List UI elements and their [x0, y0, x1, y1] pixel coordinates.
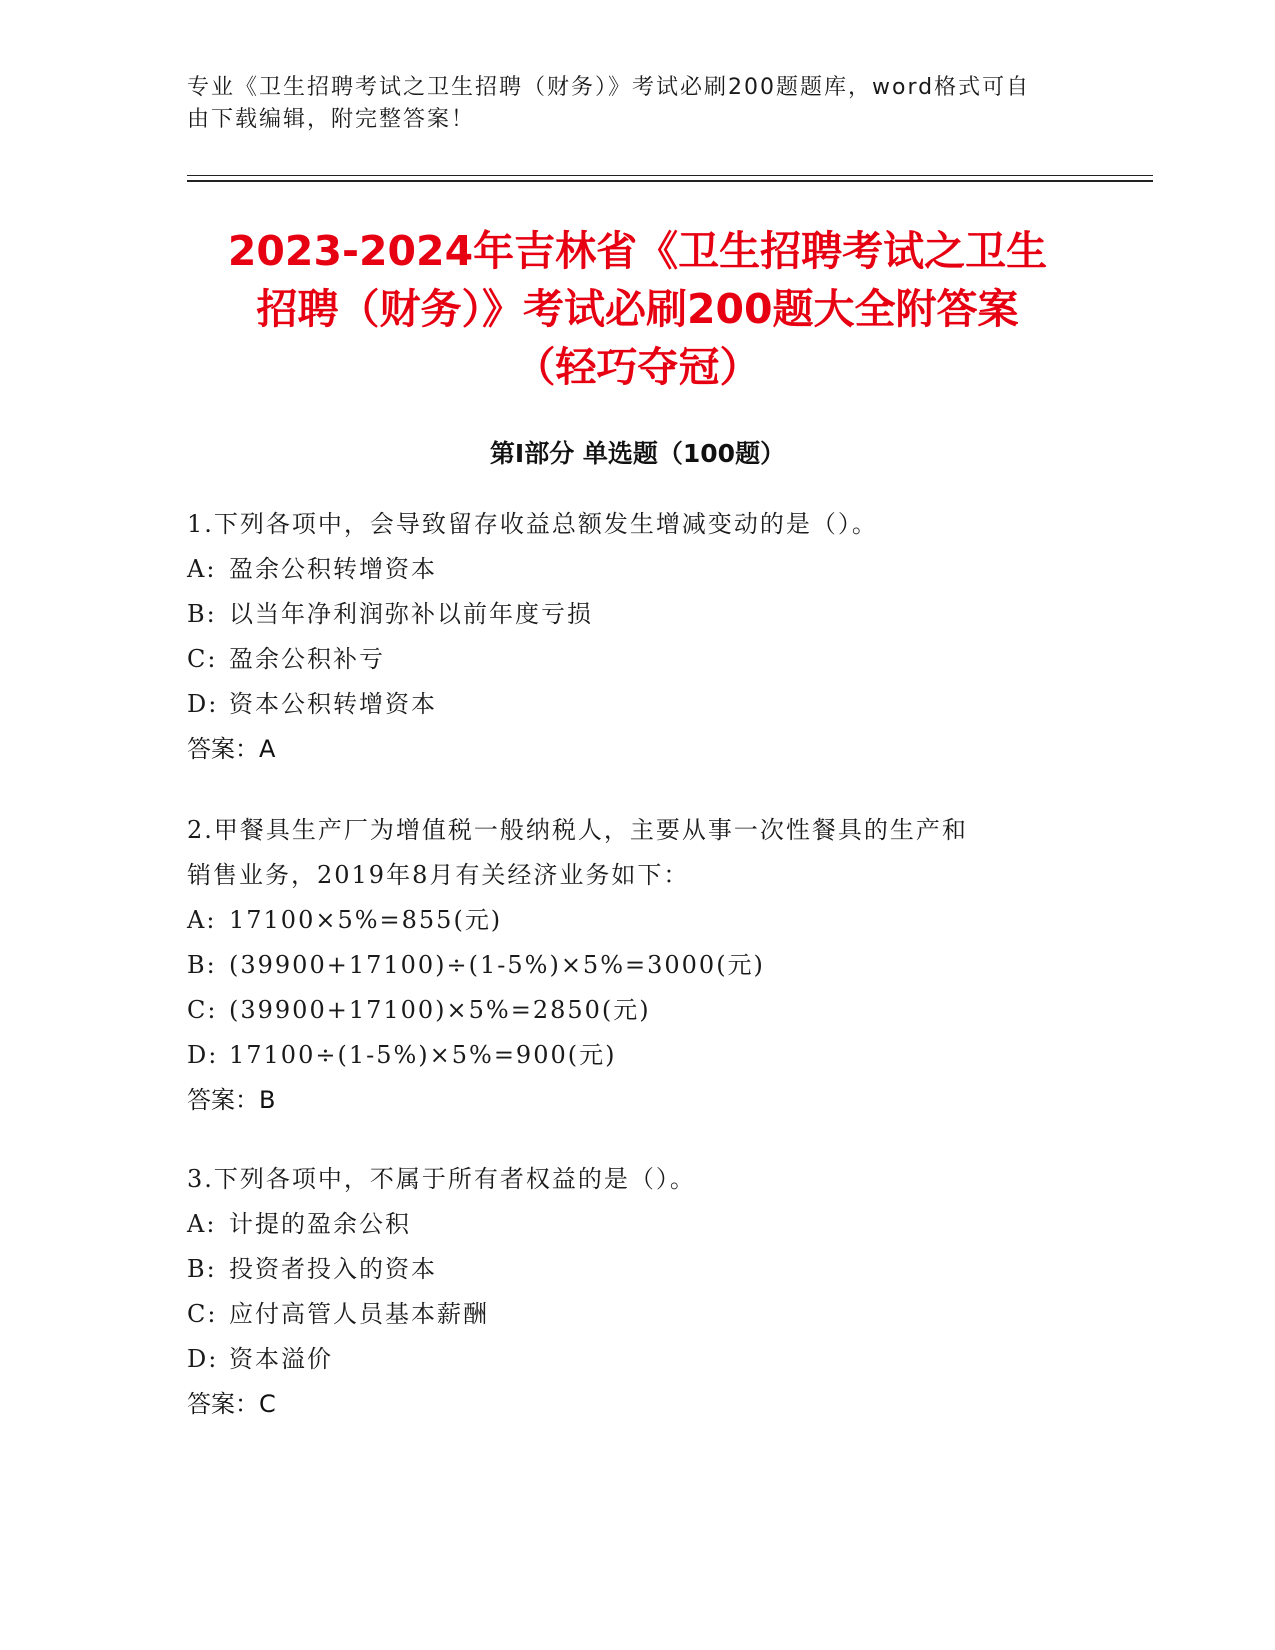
- option-text: 应付高管人员基本薪酬: [229, 1300, 489, 1328]
- option-text: (39900+17100)×5%=2850(元): [229, 996, 651, 1024]
- document-title-line-1: 2023-2024年吉林省《卫生招聘考试之卫生: [227, 227, 1048, 275]
- option-key: C:: [187, 996, 218, 1024]
- question-option-b: [187, 1247, 1107, 1292]
- question-option-a: [187, 898, 1107, 943]
- option-text: (39900+17100)÷(1-5%)×5%=3000(元): [229, 951, 765, 979]
- question-answer: 答案：C: [187, 1390, 276, 1418]
- document-title: [150, 222, 1125, 396]
- option-key: D:: [187, 1041, 219, 1069]
- question-stem-continued: 销售业务，2019年8月有关经济业务如下：: [187, 861, 690, 889]
- header-note-line-1: 专业《卫生招聘考试之卫生招聘（财务）》考试必刷200题题库，word格式可自: [187, 75, 1031, 100]
- question-answer: 答案：A: [187, 735, 276, 763]
- option-key: C:: [187, 1300, 218, 1328]
- option-text: 盈余公积转增资本: [229, 555, 437, 583]
- option-text: 资本溢价: [229, 1345, 333, 1373]
- option-key: A:: [187, 906, 217, 934]
- option-text: 计提的盈余公积: [229, 1210, 411, 1238]
- question-option-d: [187, 1337, 1107, 1382]
- header-note-line-2: 由下载编辑，附完整答案！: [187, 107, 476, 132]
- option-text: 盈余公积补亏: [229, 645, 385, 673]
- document-title-line-3: （轻巧夺冠）: [514, 343, 761, 391]
- question-stem: 1.下列各项中，会导致留存收益总额发生增减变动的是（）。: [187, 510, 878, 538]
- question-option-a: [187, 1202, 1107, 1247]
- option-key: D:: [187, 690, 219, 718]
- option-key: B:: [187, 951, 217, 979]
- option-text: 17100×5%=855(元): [229, 906, 503, 934]
- option-text: 以当年净利润弥补以前年度亏损: [229, 600, 593, 628]
- question-stem: 2.甲餐具生产厂为增值税一般纳税人，主要从事一次性餐具的生产和: [187, 816, 968, 844]
- question-option-c: [187, 988, 1107, 1033]
- header-divider-thick: [187, 180, 1153, 182]
- option-key: C:: [187, 645, 218, 673]
- option-key: B:: [187, 600, 217, 628]
- header-note: [187, 72, 1067, 136]
- question-option-a: [187, 547, 1107, 592]
- question-option-b: [187, 592, 1107, 637]
- section-title: 第Ⅰ部分 单选题（100题）: [489, 439, 786, 468]
- option-key: B:: [187, 1255, 217, 1283]
- question-option-c: [187, 1292, 1107, 1337]
- question-option-d: [187, 1033, 1107, 1078]
- question-option-c: [187, 637, 1107, 682]
- document-title-line-2: 招聘（财务）》考试必刷200题大全附答案: [256, 285, 1019, 333]
- header-divider-thin: [187, 175, 1153, 176]
- question-answer: 答案：B: [187, 1086, 276, 1114]
- option-text: 投资者投入的资本: [229, 1255, 437, 1283]
- question-3: [187, 1157, 1107, 1427]
- question-option-d: [187, 682, 1107, 727]
- option-text: 资本公积转增资本: [229, 690, 437, 718]
- question-stem: 3.下列各项中，不属于所有者权益的是（）。: [187, 1165, 696, 1193]
- option-key: A:: [187, 555, 217, 583]
- question-2: [187, 808, 1107, 1123]
- question-option-b: [187, 943, 1107, 988]
- option-key: A:: [187, 1210, 217, 1238]
- question-1: [187, 502, 1107, 772]
- option-key: D:: [187, 1345, 219, 1373]
- option-text: 17100÷(1-5%)×5%=900(元): [229, 1041, 617, 1069]
